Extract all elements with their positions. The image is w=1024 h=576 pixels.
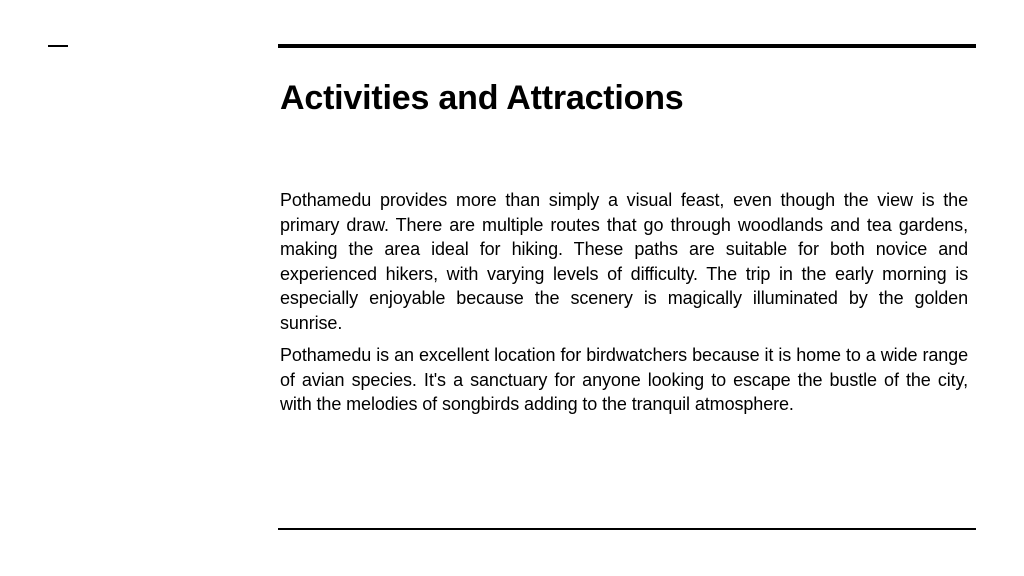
corner-dash-decoration	[48, 45, 68, 47]
bottom-divider-rule	[278, 528, 976, 530]
body-paragraph-birdwatching: Pothamedu is an excellent location for birdwatchers because it is home to a wide range of avian species. It's a sanctuary for anyone looking to escape the bustle of the city, with the melodies of songbirds adding to the tranquil atmosphere.	[280, 345, 968, 414]
top-divider-rule	[278, 44, 976, 48]
body-paragraph-hiking: Pothamedu provides more than simply a visual feast, even though the view is the primary draw. There are multiple routes that go through woodlands and tea gardens, making the area ideal for hiking. These paths are suitable for both novice and experienced hikers, with varying levels of difficulty. The trip in the early morning is especially enjoyable because the scenery is magically illuminated by the golden sunrise.	[280, 190, 968, 333]
slide-body	[280, 188, 968, 425]
slide-title: Activities and Attractions	[280, 79, 684, 117]
